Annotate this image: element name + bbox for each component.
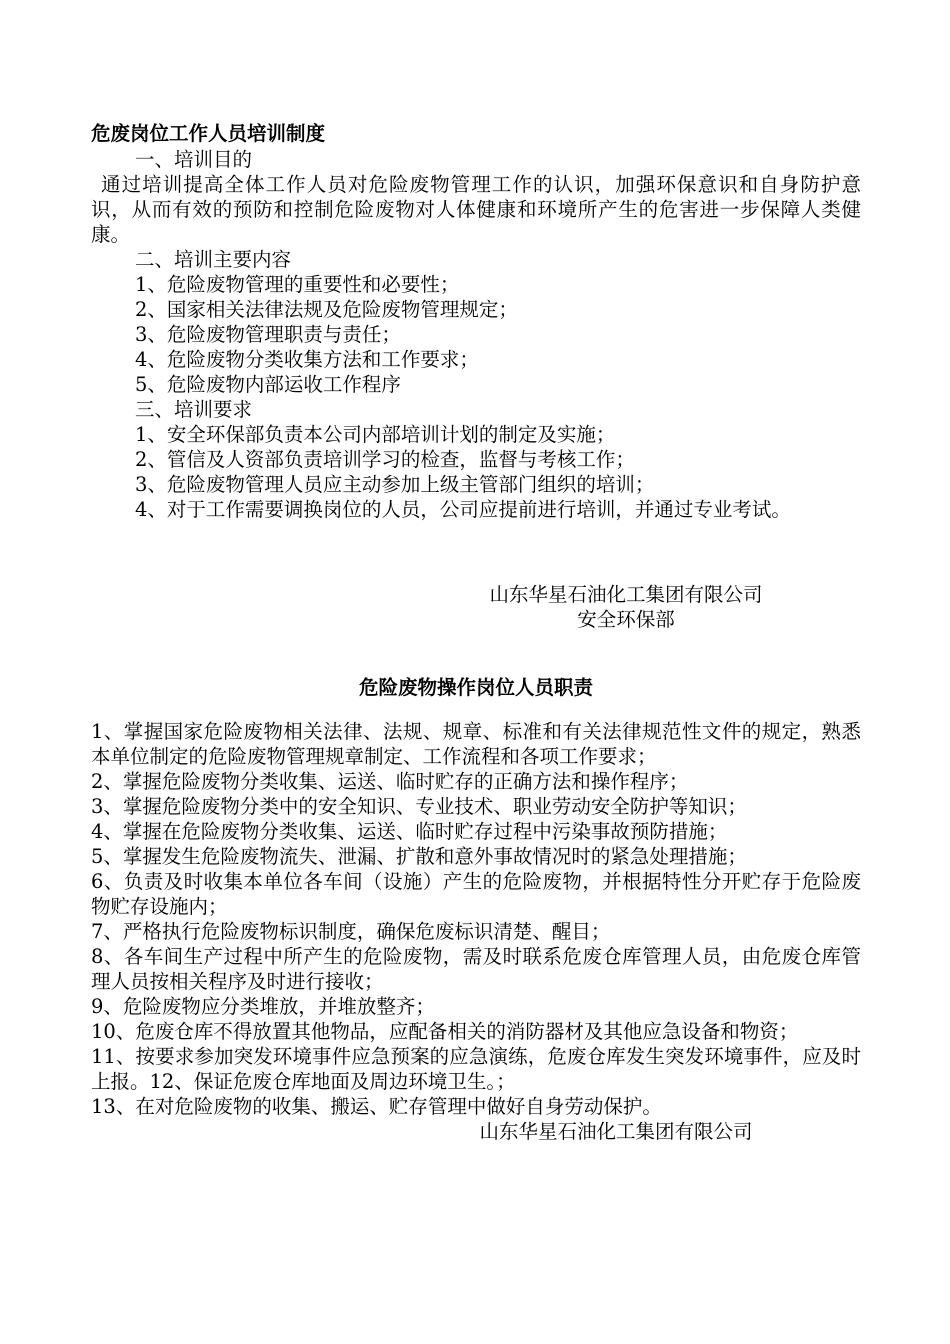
purpose-text: 通过培训提高全体工作人员对危险废物管理工作的认识，加强环保意识和自身防护意识，从而有效的预防和控制危险废物对人体健康和环境所产生的危害进一步保障人类健康。 bbox=[91, 173, 861, 246]
content-item: 2、国家相关法律法规及危险废物管理规定； bbox=[135, 298, 518, 321]
requirement-item: 4、对于工作需要调换岗位的人员，公司应提前进行培训，并通过专业考试。 bbox=[135, 498, 791, 521]
duty-item: 1、掌握国家危险废物相关法律、法规、规章、标准和有关法律规范性文件的规定，熟悉本单位制定的危险废物管理规章制定、工作流程和各项工作要求； bbox=[91, 720, 861, 768]
content-item: 5、危险废物内部运收工作程序 bbox=[135, 373, 401, 396]
company-signature: 山东华星石油化工集团有限公司 bbox=[489, 583, 763, 606]
section1-title: 危废岗位工作人员培训制度 bbox=[91, 122, 326, 145]
duty-item: 10、危废仓库不得放置其他物品，应配备相关的消防器材及其他应急设备和物资； bbox=[91, 1020, 799, 1043]
duty-item: 13、在对危险废物的收集、搬运、贮存管理中做好自身劳动保护。 bbox=[91, 1095, 662, 1118]
purpose-heading: 一、培训目的 bbox=[135, 148, 253, 171]
content-item: 4、危险废物分类收集方法和工作要求； bbox=[135, 348, 479, 371]
duty-item: 3、掌握危险废物分类中的安全知识、专业技术、职业劳动安全防护等知识； bbox=[91, 795, 747, 818]
duty-item: 7、严格执行危险废物标识制度，确保危废标识清楚、醒目； bbox=[91, 920, 611, 943]
spacer bbox=[91, 701, 861, 719]
content-heading: 二、培训主要内容 bbox=[135, 248, 292, 271]
document-page bbox=[91, 120, 861, 1144]
requirement-item: 1、安全环保部负责本公司内部培训计划的制定及实施； bbox=[135, 423, 616, 446]
duty-item: 9、危险废物应分类堆放，并堆放整齐； bbox=[91, 995, 435, 1018]
content-item: 1、危险废物管理的重要性和必要性； bbox=[135, 273, 460, 296]
spacer bbox=[91, 632, 861, 674]
duty-item: 4、掌握在危险废物分类收集、运送、临时贮存过程中污染事故预防措施； bbox=[91, 820, 728, 843]
duty-item: 8、各车间生产过程中所产生的危险废物，需及时联系危废仓库管理人员，由危废仓库管理人员按相关程序及时进行接收； bbox=[91, 945, 861, 993]
requirement-item: 2、管信及人资部负责培训学习的检查，监督与考核工作； bbox=[135, 448, 635, 471]
department-signature: 安全环保部 bbox=[577, 608, 675, 631]
duty-item: 5、掌握发生危险废物流失、泄漏、扩散和意外事故情况时的紧急处理措施； bbox=[91, 845, 747, 868]
duty-item: 11、按要求参加突发环境事件应急预案的应急演练，危废仓库发生突发环境事件，应及时上报。12、保证危废仓库地面及周边环境卫生。； bbox=[91, 1045, 861, 1093]
requirement-item: 3、危险废物管理人员应主动参加上级主管部门组织的培训； bbox=[135, 473, 655, 496]
spacer bbox=[91, 522, 861, 582]
requirements-heading: 三、培训要求 bbox=[135, 398, 253, 421]
duty-item: 6、负责及时收集本单位各车间（设施）产生的危险废物，并根据特性分开贮存于危险废物贮存设施内； bbox=[91, 870, 861, 918]
duty-item: 2、掌握危险废物分类收集、运送、临时贮存的正确方法和操作程序； bbox=[91, 770, 689, 793]
content-item: 3、危险废物管理职责与责任； bbox=[135, 323, 401, 346]
company-signature-2: 山东华星石油化工集团有限公司 bbox=[479, 1120, 753, 1143]
section2-title: 危险废物操作岗位人员职责 bbox=[358, 676, 593, 699]
